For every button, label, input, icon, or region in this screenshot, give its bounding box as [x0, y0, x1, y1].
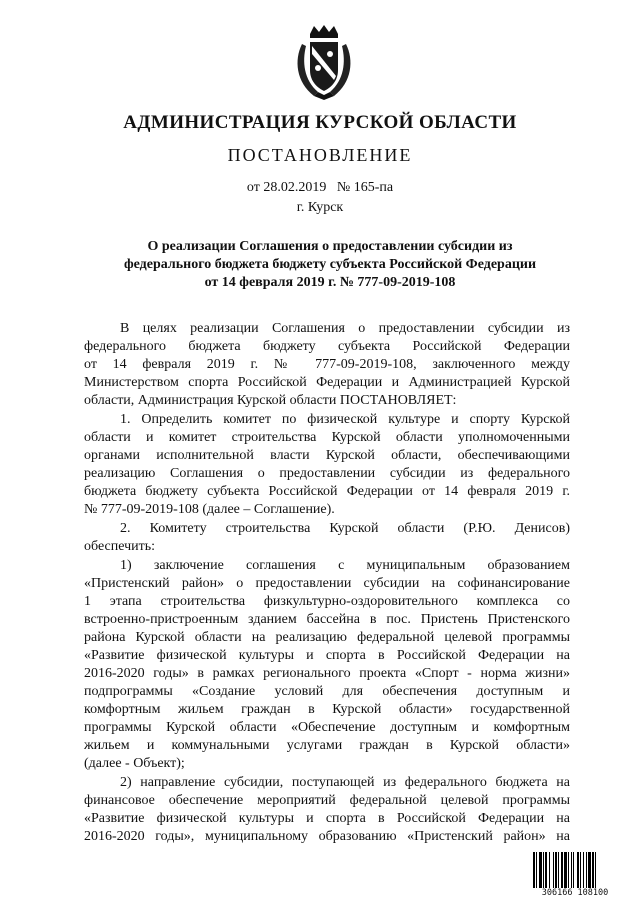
text-line: бюджета бюджету субъекта Российской Федерации от 14 февраля 2019 г. — [84, 484, 570, 499]
text-line: района Курской области на реализацию федеральной целевой программы — [84, 630, 570, 645]
text-line: федерального бюджета бюджету субъекта Российской Федерации — [84, 339, 570, 354]
text-line: программы Курской области «Обеспечение доступным и комфортным — [84, 720, 570, 735]
text-line: жильем и коммунальными услугами граждан в Курской области» — [84, 738, 570, 753]
text-line: от 14 февраля 2019 г. № 777-09-2019-108, заключенного между — [84, 357, 570, 372]
barcode-number: 306166 108100 — [531, 888, 619, 898]
document-body — [84, 320, 570, 847]
paragraph-subitem-2 — [84, 774, 570, 846]
text-line: (далее - Объект); — [84, 756, 185, 771]
paragraph-item-1 — [84, 411, 570, 519]
text-line: обеспечить: — [84, 539, 155, 554]
text-line: 2016-2020 годы», муниципальному образованию «Пристенский район» на — [84, 829, 570, 844]
barcode — [531, 852, 619, 898]
barcode-icon — [531, 852, 619, 888]
document-city: г. Курск — [296, 200, 344, 215]
text-line: В целях реализации Соглашения о предоставлении субсидии из — [120, 321, 570, 336]
title-line: О реализации Соглашения о предоставлении субсидии из — [147, 239, 513, 254]
text-line: 1) заключение соглашения с муниципальным образованием — [120, 558, 570, 573]
text-line: 1 этапа строительства физкультурно-оздоровительного комплекса со — [84, 594, 570, 609]
text-line: области, Администрация Курской области ПОСТАНОВЛЯЕТ: — [84, 393, 457, 408]
text-line: комфортным жильем граждан в Курской области» государственной — [84, 702, 570, 717]
text-line: области и комитет строительства Курской области уполномоченными — [84, 430, 570, 445]
text-line: 1. Определить комитет по физической культуре и спорту Курской — [120, 412, 570, 427]
text-line: финансовое обеспечение мероприятий федеральной целевой программы — [84, 793, 570, 808]
paragraph-preamble — [84, 320, 570, 410]
document-date-number: от 28.02.2019 № 165-па — [246, 180, 394, 195]
coat-of-arms-icon — [292, 24, 356, 102]
text-line: 2) направление субсидии, поступающей из федерального бюджета на — [120, 775, 570, 790]
document-type: ПОСТАНОВЛЕНИЕ — [227, 145, 413, 165]
text-line: встроенно-пристроенным зданием бассейна в пос. Пристень Пристенского — [84, 612, 570, 627]
text-line: реализацию Соглашения о предоставлении субсидии из федерального — [84, 466, 570, 481]
organization-name: АДМИНИСТРАЦИЯ КУРСКОЙ ОБЛАСТИ — [123, 112, 517, 133]
text-line: 2016-2020 годы» в рамках регионального проекта «Спорт - норма жизни» — [84, 666, 570, 681]
document-title — [80, 238, 580, 292]
text-line: «Развитие физической культуры и спорта в Российской Федерации на — [84, 811, 570, 826]
text-line: № 777-09-2019-108 (далее – Соглашение). — [84, 502, 335, 517]
title-line: федерального бюджета бюджету субъекта Российской Федерации — [123, 257, 537, 272]
text-line: «Развитие физической культуры и спорта в Российской Федерации на — [84, 648, 570, 663]
title-line: от 14 февраля 2019 г. № 777-09-2019-108 — [204, 275, 456, 290]
text-line: 2. Комитету строительства Курской области (Р.Ю. Денисов) — [120, 521, 570, 536]
paragraph-item-2 — [84, 520, 570, 556]
text-line: «Пристенский район» о предоставлении субсидии на софинансирование — [84, 576, 570, 591]
text-line: подпрограммы «Создание условий для обеспечения доступным и — [84, 684, 570, 699]
text-line: Министерством спорта Российской Федерации и Администрацией Курской — [84, 375, 570, 390]
paragraph-subitem-1 — [84, 557, 570, 773]
text-line: органами исполнительной власти Курской области, обеспечивающими — [84, 448, 570, 463]
